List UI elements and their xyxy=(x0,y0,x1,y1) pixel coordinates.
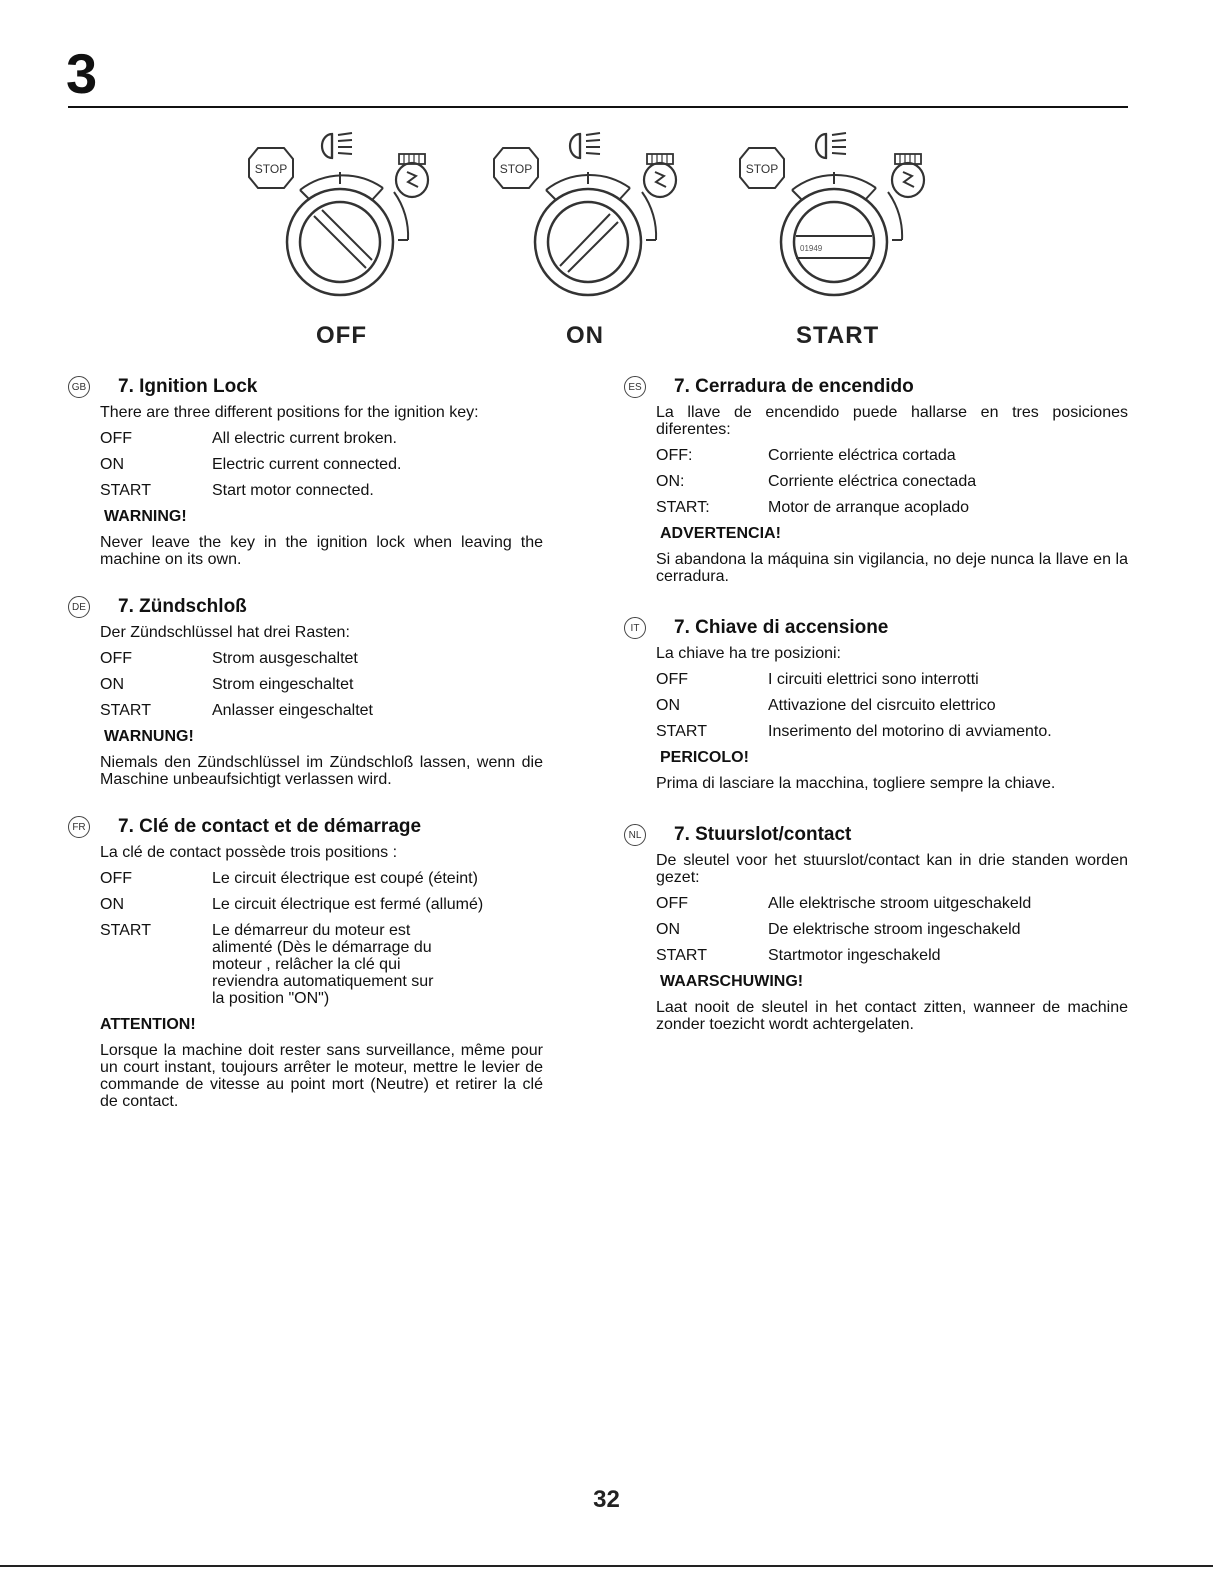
position-desc: Startmotor ingeschakeld xyxy=(768,947,941,964)
position-key: START xyxy=(100,702,151,719)
section-intro: La chiave ha tre posizioni: xyxy=(656,645,841,662)
section-title: 7. Cerradura de encendido xyxy=(674,376,914,397)
warning-title: WARNING! xyxy=(104,508,187,525)
footer-rule xyxy=(0,1565,1213,1567)
section-title: 7. Stuurslot/contact xyxy=(674,824,852,845)
position-row xyxy=(656,947,1128,964)
position-desc: All electric current broken. xyxy=(212,430,397,447)
label-on: ON xyxy=(566,322,604,349)
position-row xyxy=(100,870,543,887)
warning-title: ATTENTION! xyxy=(100,1016,196,1033)
position-row xyxy=(100,676,543,693)
position-key: START: xyxy=(656,499,710,516)
position-desc: Alle elektrische stroom uitgeschakeld xyxy=(768,895,1032,912)
section-gb xyxy=(68,376,543,568)
warning-text: Prima di lasciare la macchina, togliere sempre la chiave. xyxy=(656,775,1056,792)
position-key: ON: xyxy=(656,473,685,490)
warning-text: Niemals den Zündschlüssel im Zündschloß lassen, wenn die Maschine unbeaufsichtigt verlassen wird. xyxy=(100,754,543,788)
ignition-diagram xyxy=(0,0,1213,360)
position-row xyxy=(100,922,543,1007)
position-row xyxy=(100,896,543,913)
position-row xyxy=(656,921,1128,938)
position-key: OFF xyxy=(656,671,688,688)
lang-badge-fr: FR xyxy=(68,816,90,838)
position-desc: Motor de arranque acoplado xyxy=(768,499,970,516)
position-desc: Corriente eléctrica cortada xyxy=(768,447,956,464)
position-desc: De elektrische stroom ingeschakeld xyxy=(768,921,1021,938)
position-desc: Strom ausgeschaltet xyxy=(212,650,358,667)
position-row xyxy=(100,650,543,667)
key-on-graphic xyxy=(494,133,676,295)
warning-title: PERICOLO! xyxy=(660,749,749,766)
position-key: START xyxy=(100,482,151,499)
position-row xyxy=(100,702,543,719)
section-it xyxy=(624,617,1128,792)
headlight-icon xyxy=(570,133,600,158)
headlight-icon xyxy=(322,133,352,158)
warning-title: WAARSCHUWING! xyxy=(660,973,804,990)
warning-title: ADVERTENCIA! xyxy=(660,525,781,542)
position-key: OFF xyxy=(656,895,688,912)
position-key: START xyxy=(100,922,151,939)
stop-sign-text: STOP xyxy=(499,162,533,176)
section-de xyxy=(68,596,543,788)
position-desc: Corriente eléctrica conectada xyxy=(768,473,977,490)
section-title: 7. Clé de contact et de démarrage xyxy=(118,816,422,837)
position-desc: Start motor connected. xyxy=(212,482,374,499)
position-row xyxy=(100,456,543,473)
position-key: ON xyxy=(656,921,680,938)
position-desc: Anlasser eingeschaltet xyxy=(212,702,373,719)
warning-text: Laat nooit de sleutel in het contact zitten, wanneer de machine zonder toezicht wordt achtergelaten. xyxy=(656,999,1128,1033)
figure-reference-code: 01949 xyxy=(800,244,823,253)
lang-badge-nl: NL xyxy=(624,824,646,846)
key-start-graphic xyxy=(740,133,924,295)
key-off-graphic xyxy=(249,133,428,295)
section-title: 7. Zündschloß xyxy=(118,596,247,617)
position-row xyxy=(656,697,1128,714)
section-title: 7. Ignition Lock xyxy=(118,376,258,397)
position-desc: I circuiti elettrici sono interrotti xyxy=(768,671,979,688)
position-desc: Le circuit électrique est coupé (éteint) xyxy=(212,870,478,887)
position-key: ON xyxy=(656,697,680,714)
stop-sign-text: STOP xyxy=(745,162,779,176)
headlight-icon xyxy=(816,133,846,158)
starter-engine-icon xyxy=(396,154,428,197)
left-column xyxy=(68,376,543,1110)
warning-text: Si abandona la máquina sin vigilancia, no deje nunca la llave en la cerradura. xyxy=(656,551,1128,585)
section-intro: Der Zündschlüssel hat drei Rasten: xyxy=(100,624,350,641)
position-desc: Le circuit électrique est fermé (allumé) xyxy=(212,896,484,913)
position-row xyxy=(656,473,1128,490)
section-intro: La clé de contact possède trois positions : xyxy=(100,844,398,861)
position-key: ON xyxy=(100,676,124,693)
section-intro: There are three different positions for the ignition key: xyxy=(100,404,479,421)
section-intro: De sleutel voor het stuurslot/contact kan in drie standen worden gezet: xyxy=(656,852,1128,886)
ignition-diagram-svg xyxy=(0,0,1213,360)
position-key: OFF xyxy=(100,430,132,447)
position-desc: Inserimento del motorino di avviamento. xyxy=(768,723,1052,740)
position-row xyxy=(656,723,1128,740)
position-row xyxy=(100,482,543,499)
lang-badge-de: DE xyxy=(68,596,90,618)
position-key: START xyxy=(656,947,707,964)
starter-engine-icon xyxy=(644,154,676,197)
position-row xyxy=(656,447,1128,464)
starter-engine-icon xyxy=(892,154,924,197)
position-key: OFF xyxy=(100,650,132,667)
position-key: OFF: xyxy=(656,447,693,464)
position-key: START xyxy=(656,723,707,740)
section-es xyxy=(624,376,1128,585)
stop-sign-text: STOP xyxy=(254,162,288,176)
position-row xyxy=(656,499,1128,516)
section-fr xyxy=(68,816,543,1110)
chapter-number: 3 xyxy=(66,42,98,105)
label-start: START xyxy=(796,322,880,349)
position-row xyxy=(656,895,1128,912)
position-key: ON xyxy=(100,456,124,473)
lang-badge-es: ES xyxy=(624,376,646,398)
position-key: ON xyxy=(100,896,124,913)
position-desc: Electric current connected. xyxy=(212,456,402,473)
warning-text: Never leave the key in the ignition lock when leaving the machine on its own. xyxy=(100,534,543,568)
section-nl xyxy=(624,824,1128,1033)
right-column xyxy=(624,376,1128,1033)
label-off: OFF xyxy=(316,322,367,349)
section-title: 7. Chiave di accensione xyxy=(674,617,889,638)
position-desc: Strom eingeschaltet xyxy=(212,676,354,693)
lang-badge-it: IT xyxy=(624,617,646,639)
position-key: OFF xyxy=(100,870,132,887)
position-desc: Le démarreur du moteur est alimenté (Dès le démarrage du moteur , relâcher la clé qui reviendra automatiquement sur la position "ON") xyxy=(212,922,434,1007)
section-intro: La llave de encendido puede hallarse en tres posiciones diferentes: xyxy=(656,404,1128,438)
page-number: 32 xyxy=(593,1486,620,1513)
position-row xyxy=(656,671,1128,688)
position-desc: Attivazione del cisrcuito elettrico xyxy=(768,697,996,714)
lang-badge-gb: GB xyxy=(68,376,90,398)
warning-title: WARNUNG! xyxy=(104,728,194,745)
warning-text: Lorsque la machine doit rester sans surveillance, même pour un court instant, toujours arrêter le moteur, mettre le levier de commande de vitesse au point mort (Neutre) et retirer la clé de contact. xyxy=(100,1042,543,1110)
position-row xyxy=(100,430,543,447)
